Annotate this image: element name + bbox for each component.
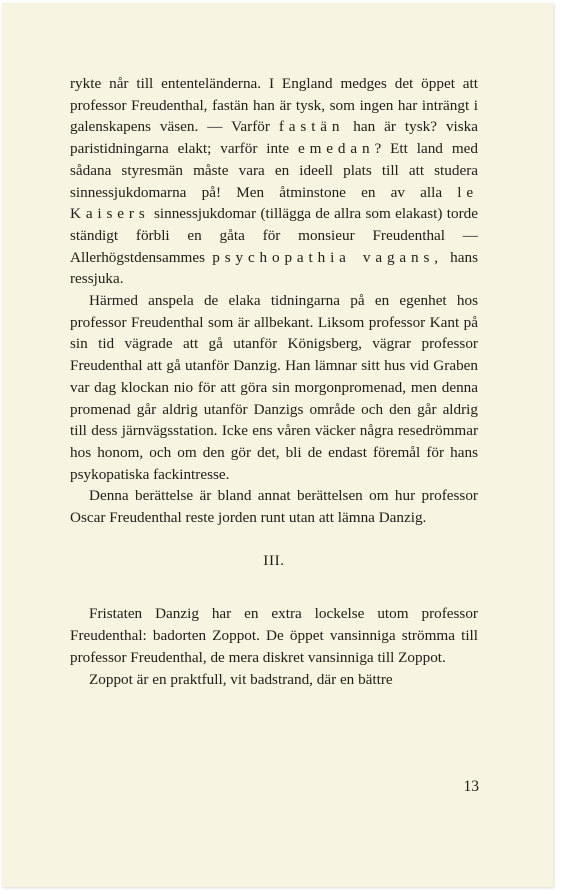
text-run: ? Ett land med sådana styresmän måste vara en ideell plats till att studera sinnessjukdomarna på! Men åtminstone en av alla bbox=[70, 140, 478, 201]
text-run: hans ressjuka. bbox=[70, 248, 479, 288]
book-page bbox=[2, 3, 553, 887]
paragraph bbox=[70, 73, 478, 290]
section-heading: III. bbox=[263, 551, 285, 569]
emphasized-word: le Kaisers bbox=[70, 183, 478, 223]
paragraph: Fristaten Danzig har en extra lockelse utom professor Freudenthal: badorten Zoppot. De öppet vansinniga strömma till professor Freudenthal, de mera diskret vansinniga till Zoppot. bbox=[70, 605, 478, 666]
page-number: 13 bbox=[463, 778, 479, 795]
emphasized-word: emedan bbox=[298, 140, 375, 158]
paragraph: Härmed anspela de elaka tidningarna på en egenhet hos professor Freudenthal som är allbekant. Liksom professor Kant på sin tid vägrade att gå utanför Königsberg, vägrar professor Freudenthal att gå utanför Danzig. Han lämnar sitt hus vid Graben var dag klockan nio för att göra sin morgonpromenad, men denna promenad går aldrig utanför Danzigs område och den går aldrig till dess järnvägsstation. Icke ens våren väcker några resedrömmar hos honom, och om den gör det, bli de endast föremål för hans psykopatiska fackintresse. bbox=[70, 292, 478, 483]
paragraph: Denna berättelse är bland annat berättelsen om hur professor Oscar Freudenthal reste jorden runt utan att lämna Danzig. bbox=[70, 487, 478, 527]
text-run: rykte når till ententeländerna. I England medges det öppet att professor Freudenthal, fastän han är tysk, som ingen har inträngt i galenskapens väsen. — Varför bbox=[70, 75, 478, 136]
emphasized-word: psychopathia vagans, bbox=[212, 248, 443, 266]
paragraph: Zoppot är en praktfull, vit badstrand, där en bättre bbox=[89, 670, 393, 688]
text-run: sinnessjukdomar (tillägga de allra som elakast) torde ständigt förbli en gåta för monsieur Freudenthal — Allerhögstdensammes bbox=[70, 205, 478, 266]
text-run: han är tysk? viska paristidningarna elakt; varför inte bbox=[70, 118, 479, 158]
emphasized-word: fastän bbox=[278, 118, 345, 136]
page-body-text bbox=[70, 73, 478, 690]
